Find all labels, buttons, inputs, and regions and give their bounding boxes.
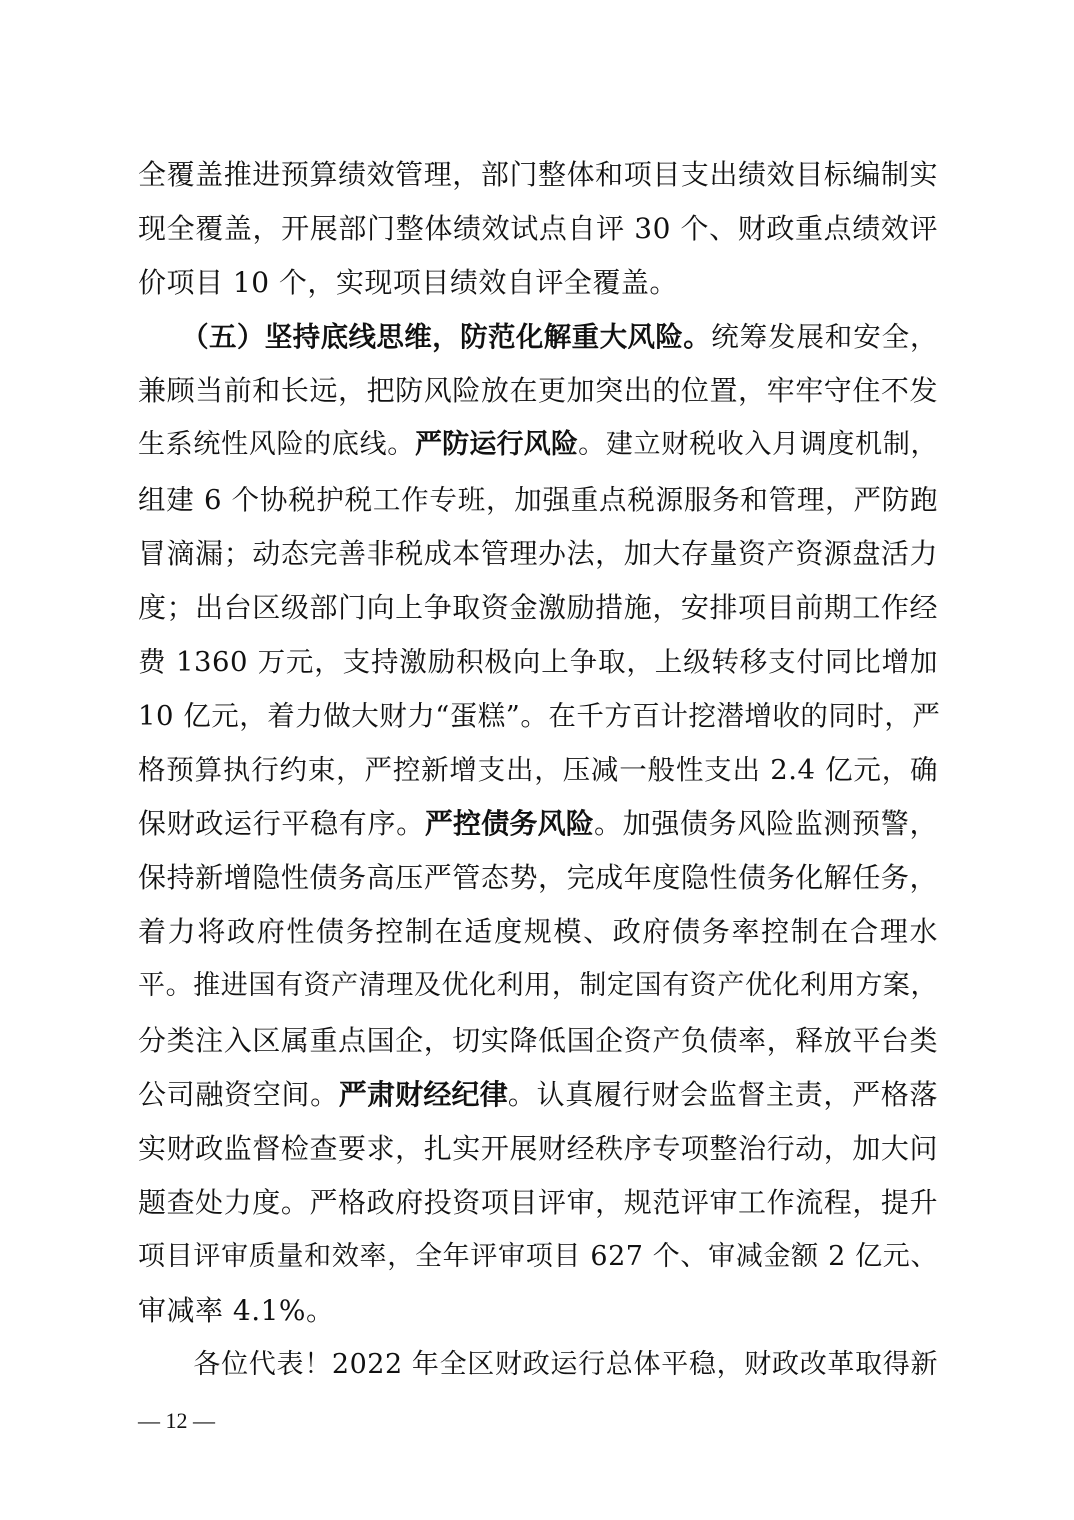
line-text: 审减率 4.1%。: [138, 1293, 335, 1327]
text-line: [138, 1122, 938, 1176]
bold-subheading: 严防运行风险: [414, 429, 579, 461]
line-text: 着力将政府性债务控制在适度规模、政府债务率控制在合理水: [138, 915, 938, 949]
text-line: [138, 1014, 938, 1068]
text-line: [138, 418, 938, 472]
line-text: 现全覆盖，开展部门整体绩效试点自评 30 个、财政重点绩效评: [138, 212, 938, 246]
text-line: [138, 473, 938, 527]
paragraph-indent: [138, 321, 195, 353]
line-text: 度；出台区级部门向上争取资金激励措施，安排项目前期工作经: [138, 590, 938, 624]
text-line: [138, 581, 938, 635]
line-text: 。加强债务风险监测预警，: [593, 807, 938, 841]
text-line: [138, 797, 938, 851]
line-text: 冒滴漏；动态完善非税成本管理办法，加大存量资产资源盘活力: [138, 536, 938, 570]
line-text: 项目评审质量和效率，全年评审项目 627 个、审减金额 2 亿元、: [138, 1240, 938, 1272]
section-heading: （五）坚持底线思维，防范化解重大风险。: [194, 321, 712, 354]
line-text: 公司融资空间。: [138, 1077, 339, 1111]
line-text: 全覆盖推进预算绩效管理，部门整体和项目支出绩效目标编制实: [138, 158, 938, 191]
text-line: [138, 689, 941, 743]
text-line: [138, 1284, 938, 1338]
text-line: [138, 905, 938, 959]
line-text: 价项目 10 个，实现项目绩效自评全覆盖。: [138, 266, 678, 300]
bold-subheading: 严肃财经纪律: [338, 1077, 508, 1111]
text-line: [138, 202, 938, 256]
text-line: [138, 1230, 938, 1284]
text-line: [138, 635, 938, 689]
line-text: 分类注入区属重点国企，切实降低国企资产负债率，释放平台类: [138, 1023, 938, 1057]
text-line: [138, 851, 938, 905]
line-text: 组建 6 个协税护税工作专班，加强重点税源服务和管理，严防跑: [138, 483, 938, 516]
line-text: 保持新增隐性债务高压严管态势，完成年度隐性债务化解任务，: [138, 861, 938, 895]
page-number: — 12 —: [138, 1408, 215, 1433]
text-line: [138, 527, 938, 581]
line-text: 。认真履行财会监督主责，严格落: [507, 1077, 938, 1111]
text-line: [138, 1068, 938, 1122]
body-text: [138, 148, 941, 1392]
line-text: 统筹发展和安全，: [711, 321, 939, 354]
text-line: [138, 256, 938, 310]
line-text: 平。推进国有资产清理及优化利用，制定国有资产优化利用方案，: [138, 970, 938, 1002]
text-line: [138, 148, 938, 202]
line-text: 生系统性风险的底线。: [138, 429, 415, 461]
line-text: 10 亿元，着力做大财力“蛋糕”。在千方百计挖潜增收的同时，严: [138, 699, 941, 732]
line-text: 。建立财税收入月调度机制，: [578, 429, 939, 461]
line-text: 题查处力度。严格政府投资项目评审，规范评审工作流程，提升: [138, 1185, 938, 1219]
line-text: 格预算执行约束，严控新增支出，压减一般性支出 2.4 亿元，确: [138, 754, 938, 787]
line-text: 费 1360 万元，支持激励积极向上争取，上级转移支付同比增加: [138, 645, 938, 678]
text-line: [138, 1176, 938, 1230]
text-line: [138, 364, 938, 418]
bold-subheading: 严控债务风险: [424, 807, 594, 841]
line-text: 保财政运行平稳有序。: [138, 807, 425, 841]
line-text: 实财政监督检查要求，扎实开展财经秩序专项整治行动，加大问: [138, 1131, 938, 1165]
line-text: 兼顾当前和长远，把防风险放在更加突出的位置，牢牢守住不发: [138, 374, 938, 408]
paragraph-indent: [138, 1349, 193, 1380]
text-line: [138, 959, 938, 1013]
text-line: [138, 1338, 938, 1392]
line-text: 各位代表！2022 年全区财政运行总体平稳，财政改革取得新: [193, 1349, 939, 1381]
text-line: [138, 743, 938, 797]
text-line: [138, 310, 938, 364]
